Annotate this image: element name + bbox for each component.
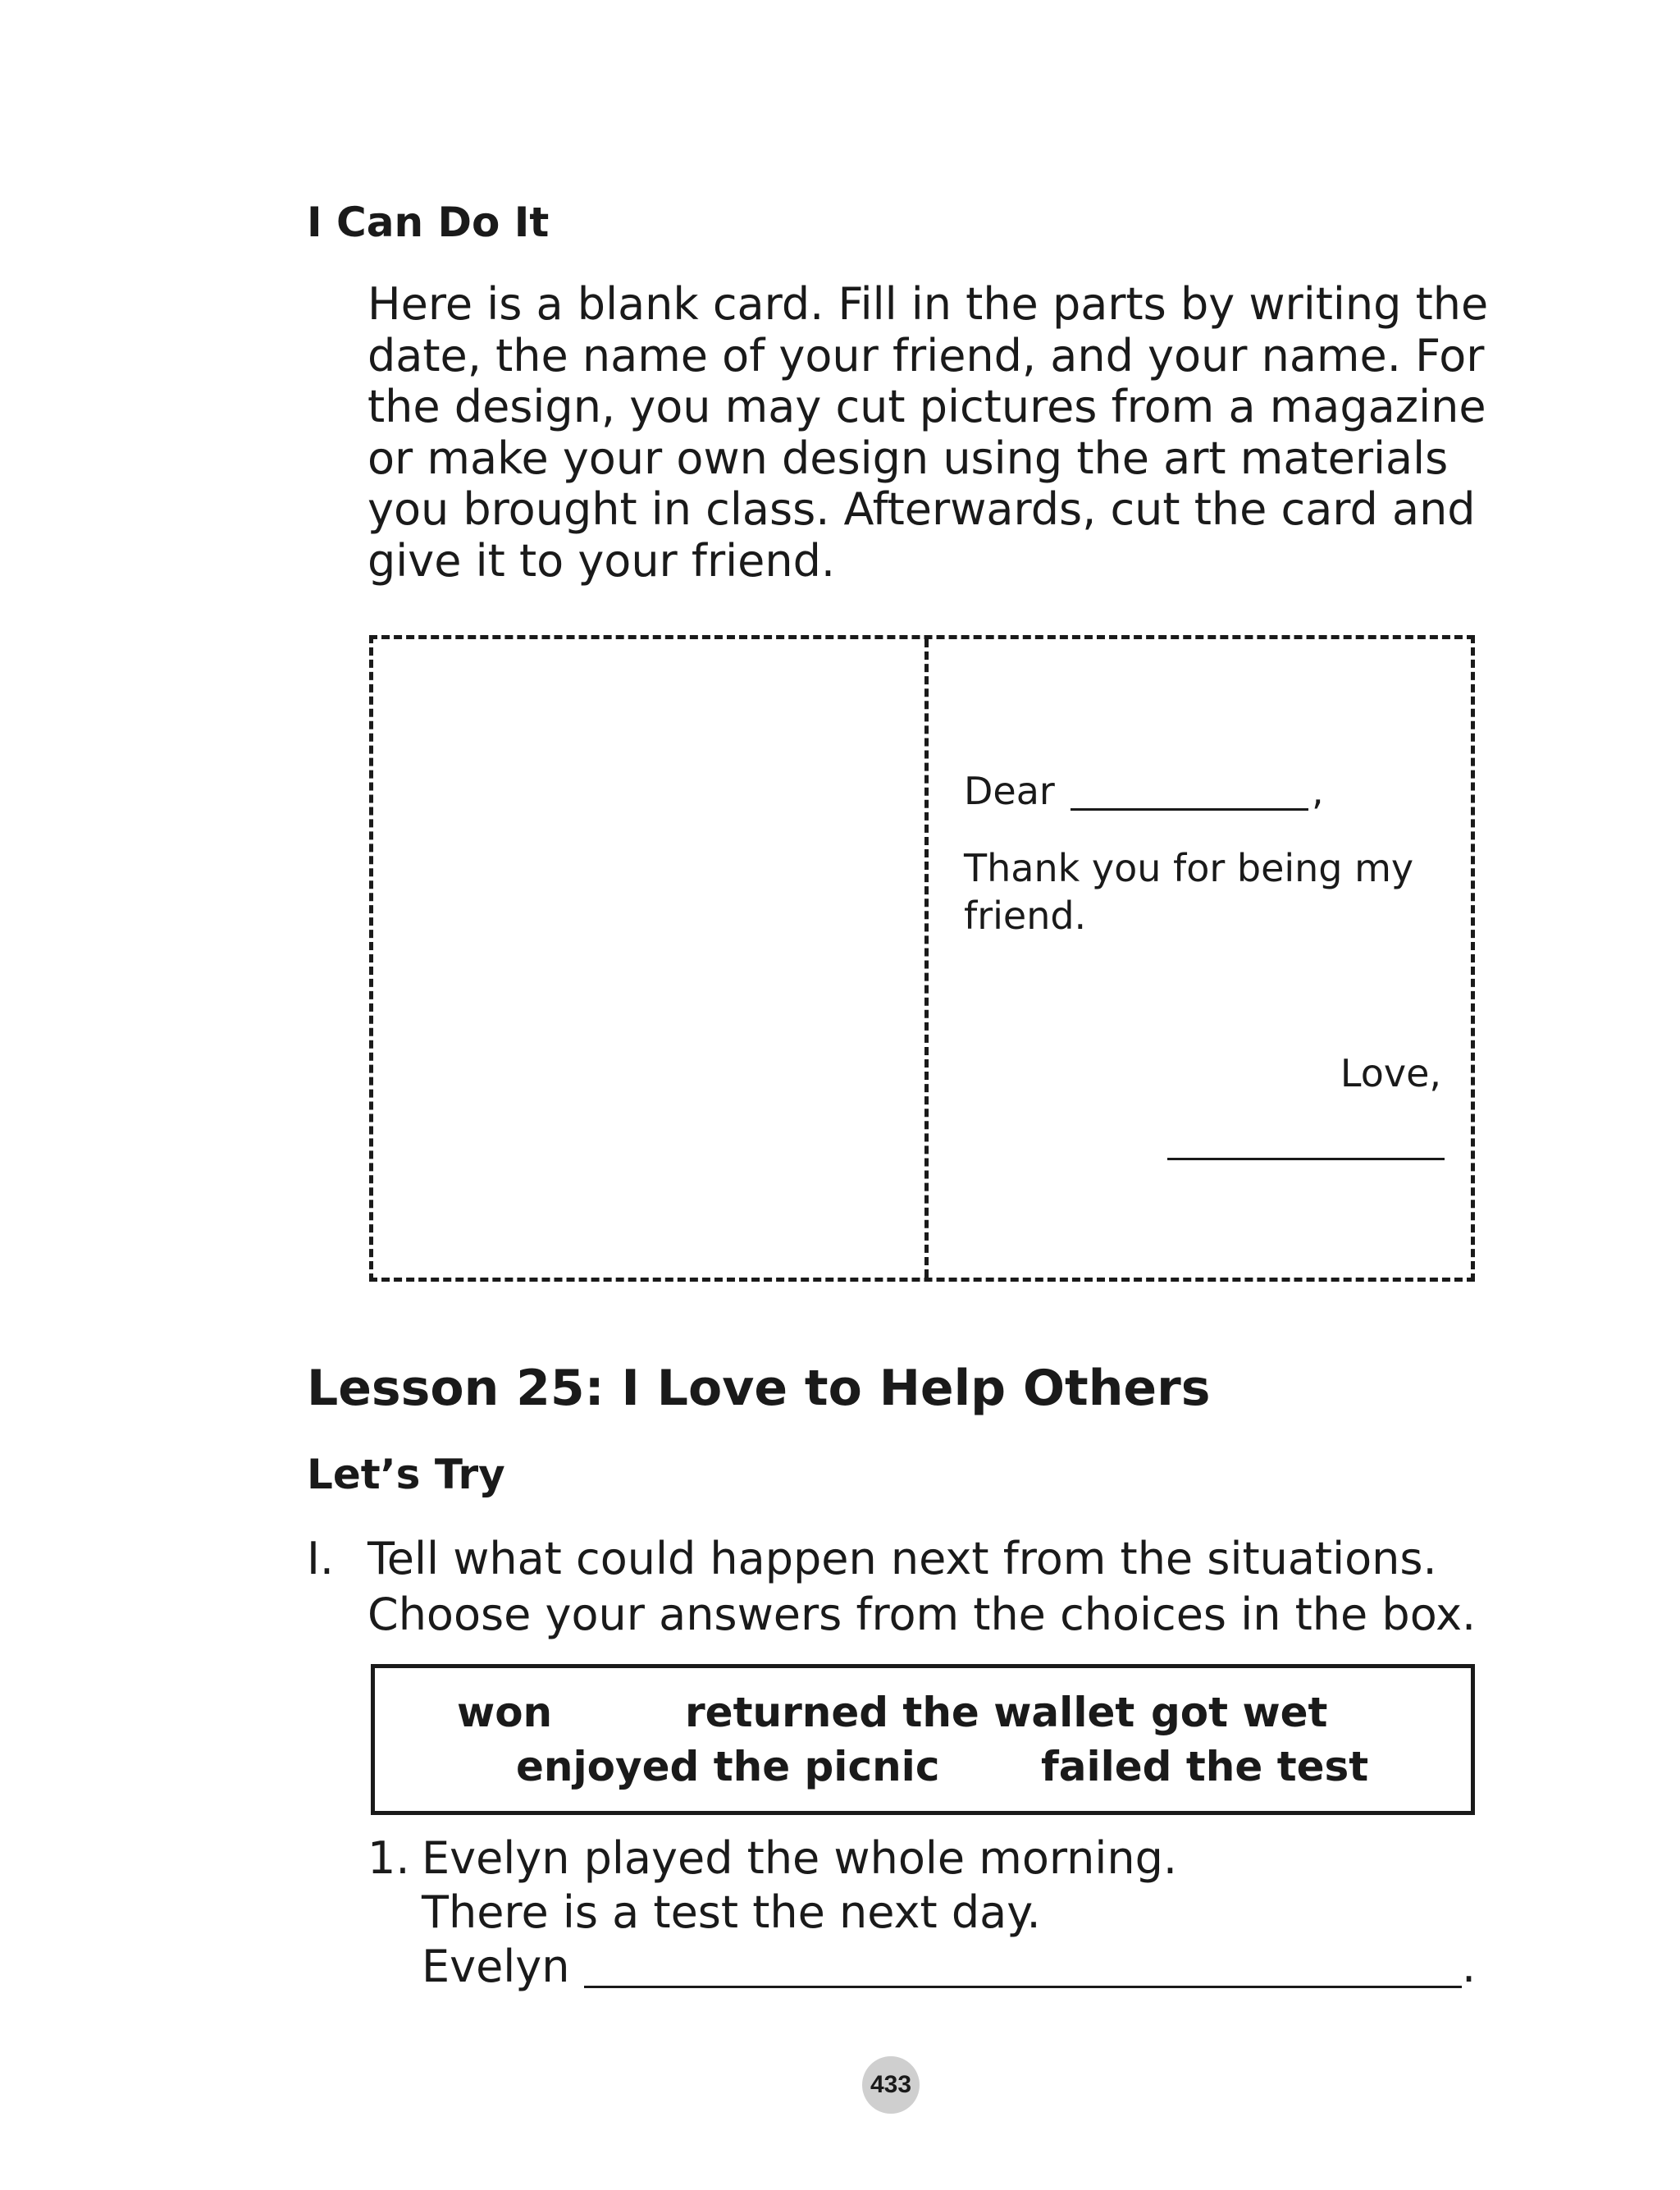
card-design-area[interactable] <box>373 639 923 1278</box>
instructions-line: the design, you may cut pictures from a magazine <box>368 381 1486 432</box>
choice-item: won <box>457 1689 553 1736</box>
section-heading-i-can-do-it: I Can Do It <box>307 199 550 246</box>
question-line: Evelyn <box>422 1941 570 1992</box>
friend-name-blank[interactable] <box>1071 808 1308 811</box>
choice-item: enjoyed the picnic <box>516 1743 940 1790</box>
instructions-line: give it to your friend. <box>368 534 836 587</box>
choice-item: failed the test <box>1041 1743 1369 1790</box>
choices-box <box>371 1664 1475 1815</box>
blank-card <box>369 635 1475 1282</box>
answer-blank[interactable] <box>584 1986 1462 1988</box>
card-closing: Love, <box>1340 1051 1441 1095</box>
item-instructions-line: Choose your answers from the choices in the box. <box>368 1589 1477 1640</box>
question-line: There is a test the next day. <box>422 1886 1041 1938</box>
question-number: 1. <box>368 1832 410 1884</box>
card-message-line: friend. <box>964 894 1087 938</box>
card-message <box>964 844 1413 940</box>
instructions-line: or make your own design using the art materials <box>368 432 1449 484</box>
question-line: Evelyn played the whole morning. <box>422 1832 1178 1884</box>
answer-period: . <box>1462 1941 1477 1992</box>
section-heading-lets-try: Let’s Try <box>307 1451 505 1498</box>
card-fold-line <box>924 639 929 1278</box>
instructions-line: you brought in class. Afterwards, cut the card and <box>368 483 1476 535</box>
instructions-line: date, the name of your friend, and your name. For <box>368 329 1485 382</box>
card-dear-comma: , <box>1312 769 1324 813</box>
item-instructions <box>368 1531 1476 1643</box>
page-number-badge: 433 <box>862 2056 920 2114</box>
instructions-line: Here is a blank card. Fill in the parts by writing the <box>368 278 1489 330</box>
choice-item: returned the wallet <box>685 1689 1135 1736</box>
your-name-blank[interactable] <box>1167 1158 1445 1160</box>
question-text <box>422 1831 1177 1994</box>
card-dear-label: Dear <box>964 769 1055 813</box>
item-instructions-line: Tell what could happen next from the situations. <box>368 1533 1437 1584</box>
instructions-paragraph <box>368 279 1532 587</box>
choice-item: got wet <box>1151 1689 1328 1736</box>
lesson-title: Lesson 25: I Love to Help Others <box>307 1360 1211 1417</box>
card-message-line: Thank you for being my <box>964 846 1414 890</box>
item-number: I. <box>307 1533 335 1584</box>
